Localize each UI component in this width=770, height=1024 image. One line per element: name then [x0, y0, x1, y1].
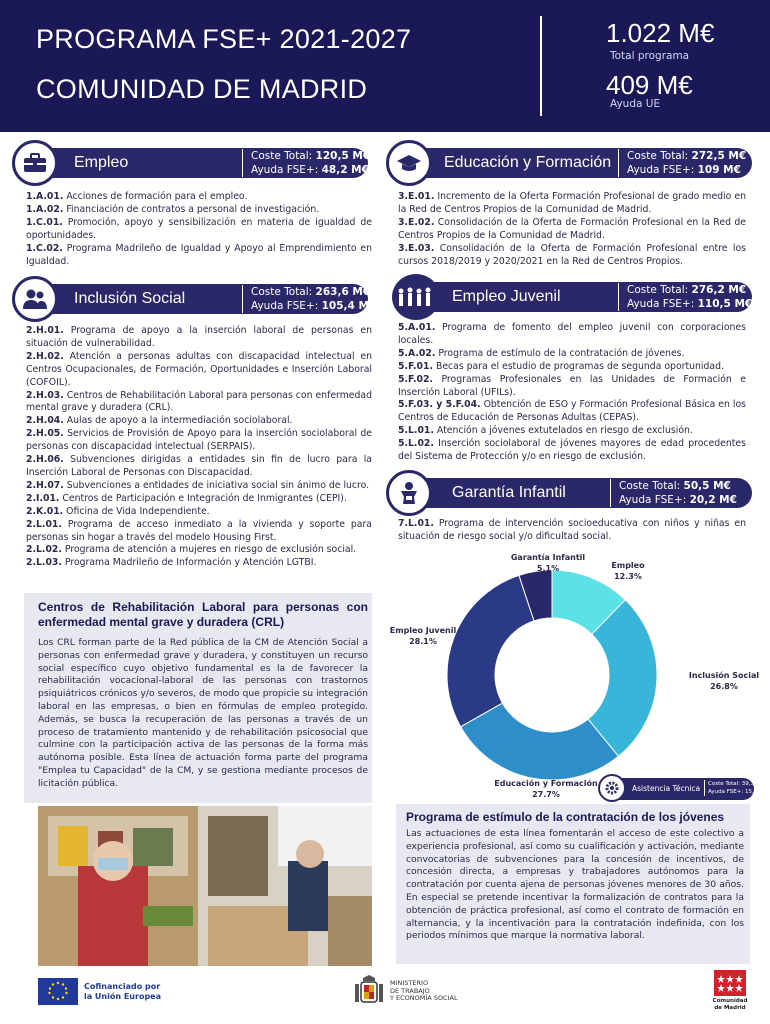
aid-label: Ayuda FSE+:: [619, 494, 687, 506]
chart-label-value: 12.3%: [614, 572, 642, 581]
label-educacion: [490, 778, 602, 800]
aid-label: Ayuda FSE+:: [251, 300, 319, 312]
cost-label: Coste Total:: [627, 150, 689, 162]
cost-label: Coste Total:: [619, 480, 681, 492]
item-code: 2.I.01.: [26, 492, 60, 504]
cost-value: 272,5 M€: [691, 150, 747, 162]
item-code: 5.A.01.: [398, 322, 436, 333]
crl-title: Centros de Rehabilitación Laboral para personas con enfermedad mental grave y duradera (CRL): [38, 600, 368, 629]
eu-cofinanced-text: [84, 982, 161, 1002]
aid-value: 110,5 M€: [697, 298, 753, 310]
infantil-list: [398, 518, 746, 544]
graduation-cap-icon: [386, 140, 432, 186]
eu-line2: la Unión Europea: [84, 992, 161, 1001]
label-inclusion-social: [684, 670, 764, 692]
chart-label-value: 5.1%: [536, 564, 560, 573]
list-item: [398, 425, 746, 438]
item-text: Consolidación de la Oferta de Formación Profesional entre los cursos 2018/2019 y 2020/2021 en la Red de Centros Propios.: [398, 242, 746, 267]
item-code: 1.C.02.: [26, 242, 63, 254]
list-item: [398, 399, 746, 425]
item-code: 5.F.02.: [398, 373, 433, 385]
cm-line1: Comunidad: [712, 998, 748, 1004]
page-title-line2: COMUNIDAD DE MADRID: [36, 74, 368, 104]
item-text: Consolidación de la Oferta de Formación Profesional en la Red de Centros Propios de la Comunidad de Madrid.: [398, 216, 746, 241]
list-item: [26, 191, 372, 204]
empleo-list: [26, 191, 372, 268]
item-code: 1.A.02.: [26, 203, 64, 215]
total-amount: 1.022 M€: [606, 18, 715, 48]
list-item: [26, 390, 372, 416]
item-code: 2.H.01.: [26, 325, 64, 336]
cost-value: 120,5 M€: [315, 150, 371, 162]
label-garantia-infantil: [508, 552, 588, 574]
header-divider: [540, 16, 542, 116]
aid-label: Ayuda FSE+:: [627, 164, 695, 176]
empleo-cost: [242, 149, 370, 177]
crl-text: Los CRL forman parte de la Red pública de la CM de Atención Social a personas con enfermedad grave y duradera, y constituyen un recurso social específico cuyo objetivo fundamental es la de favorecer la rehabilitación vocacional-laboral de las personas con trastornos psiquiátricos crónicos y/o severos, de modo que propicie su integración laboral en las empresas, o bien en fórmulas de empleo protegido. Además, se busca la recuperación de las personas a través de un proceso de tratamiento mantenido y de rehabilitación psicosocial que culmine con la participación activa de las personas de la forma más autónoma posible. Esta línea de actuación forma parte del programa "Emplea tu Capacidad" de la CM, y se gestiona mediante procesos de licitación pública.: [38, 637, 368, 789]
list-item: [398, 348, 746, 361]
item-code: 2.K.01.: [26, 505, 64, 517]
asistencia-label: Asistencia Técnica: [632, 784, 701, 793]
item-code: 5.F.03. y 5.F.04.: [398, 399, 481, 411]
chart-label-name: Educación y Formación: [494, 779, 598, 788]
aid-label: Ayuda FSE+:: [627, 298, 695, 310]
educacion-list: [398, 191, 746, 268]
item-code: 3.E.01.: [398, 191, 435, 202]
list-item: [26, 204, 372, 217]
inclusion-cost: [242, 285, 376, 313]
ministry-text: [390, 980, 458, 1003]
item-text: Centros de Participación e Integración de Inmigrantes (CEPI).: [59, 492, 347, 504]
youth-group-icon: [392, 274, 440, 320]
label-empleo-juvenil: [386, 625, 460, 647]
item-text: Programa Madrileño de Igualdad y Apoyo al Emprendimiento en Igualdad.: [26, 242, 372, 267]
item-text: Programa de acceso inmediato a la vivienda y soporte para personas sin hogar a través del modelo Housing First.: [26, 518, 372, 543]
item-text: Atención a jóvenes extutelados en riesgo de exclusión.: [433, 425, 693, 437]
item-code: 5.F.01.: [398, 360, 433, 372]
item-text: Programas Profesionales en las Unidades de Formación e Inserción Laboral (UFILs).: [398, 373, 746, 398]
item-code: 2.L.03.: [26, 557, 62, 569]
cost-value: 50,5 M€: [683, 480, 731, 492]
list-item: [398, 374, 746, 400]
eu-flag-logo: [38, 978, 78, 1005]
item-text: Inserción sociolaboral de jóvenes mayores de edad procedentes del Sistema de Protección y/o en riesgo de exclusión.: [398, 438, 746, 463]
inclusion-title: Inclusión Social: [74, 290, 186, 307]
aid-value: 20,2 M€: [689, 494, 737, 506]
list-item: [26, 243, 372, 269]
cm-line2: de Madrid: [714, 1004, 746, 1011]
item-text: Aulas de apoyo a la intermediación sociolaboral.: [63, 415, 293, 427]
list-item: [398, 322, 746, 348]
item-text: Promoción, apoyo y sensibilización en materia de igualdad de oportunidades.: [26, 216, 372, 241]
item-code: 3.E.03.: [398, 242, 435, 254]
item-code: 2.H.05.: [26, 428, 64, 440]
eu-label: Ayuda UE: [610, 98, 661, 110]
item-text: Programa de estímulo de la contratación de jóvenes.: [435, 347, 685, 359]
item-text: Subvenciones dirigidas a entidades sin fin de lucro para la Inserción Laboral de Personas con Discapacidad.: [26, 454, 372, 478]
list-item: [398, 191, 746, 217]
item-code: 1.C.01.: [26, 216, 63, 228]
asistencia-cost-line: Coste Total: 39,3 M€: [708, 781, 765, 787]
item-text: Centros de Rehabilitación Laboral para personas con enfermedad mental grave y duradera (CRL).: [26, 389, 372, 414]
list-item: [26, 480, 372, 493]
list-item: [26, 415, 372, 428]
item-code: 5.L.01.: [398, 425, 434, 437]
aid-value: 48,2 M€: [321, 164, 369, 176]
empleo-title: Empleo: [74, 154, 129, 171]
item-code: 2.H.06.: [26, 454, 64, 466]
list-item: [398, 243, 746, 269]
list-item: [26, 454, 372, 480]
eu-amount: 409 M€: [606, 70, 693, 100]
list-item: [26, 519, 372, 545]
baby-icon: [386, 470, 432, 516]
infantil-title: Garantía Infantil: [452, 484, 566, 501]
asistencia-cost: [704, 780, 767, 796]
item-text: Incremento de la Oferta Formación Profesional de grado medio en la Red de Centros Propios de la Comunidad de Madrid.: [398, 191, 746, 215]
list-item: [398, 518, 746, 544]
chart-label-name: Empleo: [611, 561, 645, 570]
label-empleo: [600, 560, 656, 582]
settings-gear-icon: [598, 774, 626, 802]
list-item: [26, 351, 372, 390]
item-code: 1.A.01.: [26, 191, 64, 202]
total-label: Total programa: [610, 50, 690, 62]
list-item: [26, 217, 372, 243]
item-text: Servicios de Provisión de Apoyo para la inserción sociolaboral de personas con discapacidad intelectual (SERPAIS).: [26, 428, 372, 453]
item-text: Programa de apoyo a la inserción laboral de personas en situación de vulnerabilidad.: [26, 325, 372, 349]
item-text: Programa de fomento del empleo juvenil con corporaciones locales.: [398, 322, 746, 346]
jovenes-text: Las actuaciones de esta línea fomentarán el acceso de este colectivo a experiencia profesional, así como su cualificación y activación, mediante convocatorias de subvenciones para la concesión de incentivos, de concesión directa, a empresas y trabajadores autónomos para la contratación por cuenta ajena de personas jóvenes menores de 30 años. En especial se pretende incentivar la formalización de contratos para la obtención de práctica profesional, así como el contrato de formación en alternancia, y la incentivación para la contratación indefinida, con los periodos mínimos que marque la normativa laboral.: [406, 828, 744, 942]
inclusion-list: [26, 325, 372, 570]
item-text: Programa Madrileño de Información y Atención LGTBI.: [61, 557, 317, 569]
item-text: Subvenciones a entidades de iniciativa social sin ánimo de lucro.: [63, 479, 370, 491]
chart-label-name: Empleo Juvenil: [389, 626, 457, 635]
chart-label-name: Inclusión Social: [688, 671, 760, 680]
juvenil-cost: [618, 283, 752, 311]
aid-label: Ayuda FSE+:: [251, 164, 319, 176]
infantil-cost: [610, 479, 737, 507]
item-code: 7.L.01.: [398, 518, 434, 529]
ministry-line3: Y ECONOMÍA SOCIAL: [390, 994, 458, 1002]
item-text: Programa de atención a mujeres en riesgo de exclusión social.: [61, 544, 357, 556]
list-item: [26, 557, 372, 570]
item-code: 5.A.02.: [398, 347, 436, 359]
list-item: [26, 506, 372, 519]
people-icon: [12, 276, 58, 322]
item-text: Oficina de Vida Independiente.: [63, 505, 210, 517]
ministry-line1: MINISTERIO: [390, 979, 429, 987]
cost-value: 276,2 M€: [691, 284, 747, 296]
item-code: 5.L.02.: [398, 438, 434, 450]
list-item: [398, 217, 746, 243]
list-item: [398, 361, 746, 374]
cost-label: Coste Total:: [251, 150, 313, 162]
educacion-cost: [618, 149, 746, 177]
item-text: Obtención de ESO y Formación Profesional Básica en los Centros de Educación de Personas Adultas (CEPAS).: [398, 399, 746, 424]
juvenil-list: [398, 322, 746, 464]
donut-slice-empleo-juvenil: [447, 575, 534, 726]
list-item: [26, 325, 372, 351]
aid-value: 109 M€: [697, 164, 741, 176]
item-text: Atención a personas adultas con discapacidad intelectual en Centros Ocupacionales, de Formación, Oportunidades e Inserción Laboral (COFOIL).: [26, 350, 372, 388]
item-text: Acciones de formación para el empleo.: [63, 191, 248, 202]
eu-line1: Cofinanciado por: [84, 982, 161, 991]
chart-label-value: 28.1%: [409, 637, 437, 646]
list-item: [398, 438, 746, 464]
item-code: 2.L.01.: [26, 518, 62, 530]
item-code: 2.H.03.: [26, 389, 64, 401]
item-code: 2.H.07.: [26, 479, 64, 491]
cm-logo: [714, 970, 746, 996]
item-text: Programa de intervención socioeducativa con niños y niñas en situación de riesgo social y/o dificultad social.: [398, 518, 746, 542]
cost-value: 263,6 M€: [315, 286, 371, 298]
educacion-title: Educación y Formación: [444, 154, 612, 171]
workshop-photo: [38, 806, 372, 966]
cost-label: Coste Total:: [627, 284, 689, 296]
list-item: [26, 428, 372, 454]
briefcase-icon: [12, 140, 58, 186]
chart-label-value: 26.8%: [710, 682, 738, 691]
list-item: [26, 544, 372, 557]
jovenes-title: Programa de estímulo de la contratación de los jóvenes: [406, 810, 725, 824]
cm-logo-text: [710, 998, 750, 1011]
item-text: Financiación de contratos a personal de investigación.: [63, 203, 320, 215]
item-code: 3.E.02.: [398, 216, 435, 228]
ministry-line2: DE TRABAJO: [390, 986, 430, 995]
asistencia-aid-line: Ayuda FSE+: 15,7 M€: [708, 789, 768, 795]
page-title-line1: PROGRAMA FSE+ 2021-2027: [36, 24, 412, 54]
item-code: 2.H.02.: [26, 350, 64, 362]
item-text: Becas para el estudio de programas de segunda oportunidad.: [433, 360, 724, 372]
list-item: [26, 493, 372, 506]
aid-value: 105,4 M€: [321, 300, 377, 312]
juvenil-title: Empleo Juvenil: [452, 288, 561, 305]
chart-label-value: 27.7%: [532, 790, 560, 799]
cost-label: Coste Total:: [251, 286, 313, 298]
spain-coat-of-arms-icon: [352, 974, 386, 1008]
item-code: 2.H.04.: [26, 415, 64, 427]
chart-label-name: Garantía Infantil: [510, 553, 586, 562]
item-code: 2.L.02.: [26, 544, 62, 556]
